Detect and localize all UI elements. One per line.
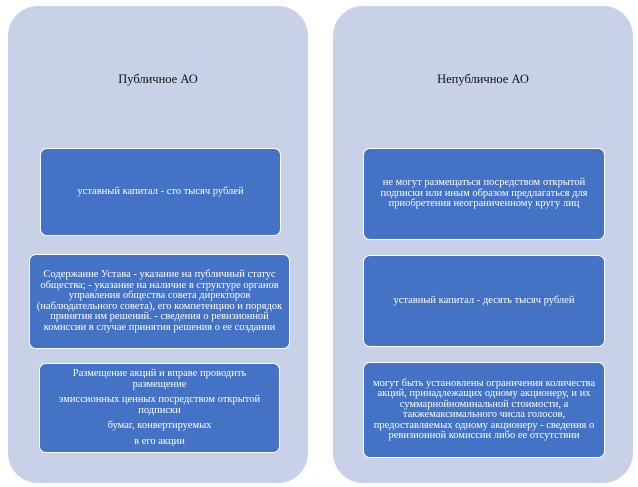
public-charter-text: Содержание Устава - указание на публичный статус общества; - указание на наличие в структуре органов управления общества совета директоров (наблюдательного совета), его компетенцию и порядок принятия им решений. - сведения о ревизионной комиссии в случае принятия решения о ее создании: [36, 269, 283, 333]
public-placement-line: Размещение акций и вправе проводить размещение: [72, 368, 247, 390]
nonpublic-capital-text: уставный капитал - десять тысяч рублей: [393, 294, 575, 306]
nonpublic-placement-text: не могут размещаться посредством открытой подписки или иным образом предлагаться для приобретения неограниченному кругу лиц: [380, 177, 588, 210]
nonpublic-placement-box: [363, 148, 605, 240]
public-placement-line: эмиссионных ценных посредством открытой подписки: [58, 394, 261, 416]
nonpublic-restrictions-box: [363, 362, 605, 458]
public-placement-box: [39, 363, 280, 453]
public-charter-box: [29, 254, 290, 349]
public-placement-line: в его акции: [134, 435, 185, 447]
public-capital-box: [40, 148, 281, 236]
public-placement-line: бумаг, конвертируемых: [107, 420, 212, 431]
nonpublic-capital-box: [363, 255, 605, 347]
public-ao-title: Публичное АО: [118, 72, 198, 86]
nonpublic-restrictions-text: могут быть установлены ограничения количества акций, принадлежащих одному акционеру, и их суммарнойноминальной стоимости, а такжемаксимального числа голосов, предоставляемых одному акционеру - сведения о ревизионной комиссии либо ее отсутствии: [372, 377, 596, 441]
nonpublic-ao-title: Непубличное АО: [437, 72, 529, 86]
public-capital-text: уставный капитал - сто тысяч рублей: [77, 185, 244, 197]
